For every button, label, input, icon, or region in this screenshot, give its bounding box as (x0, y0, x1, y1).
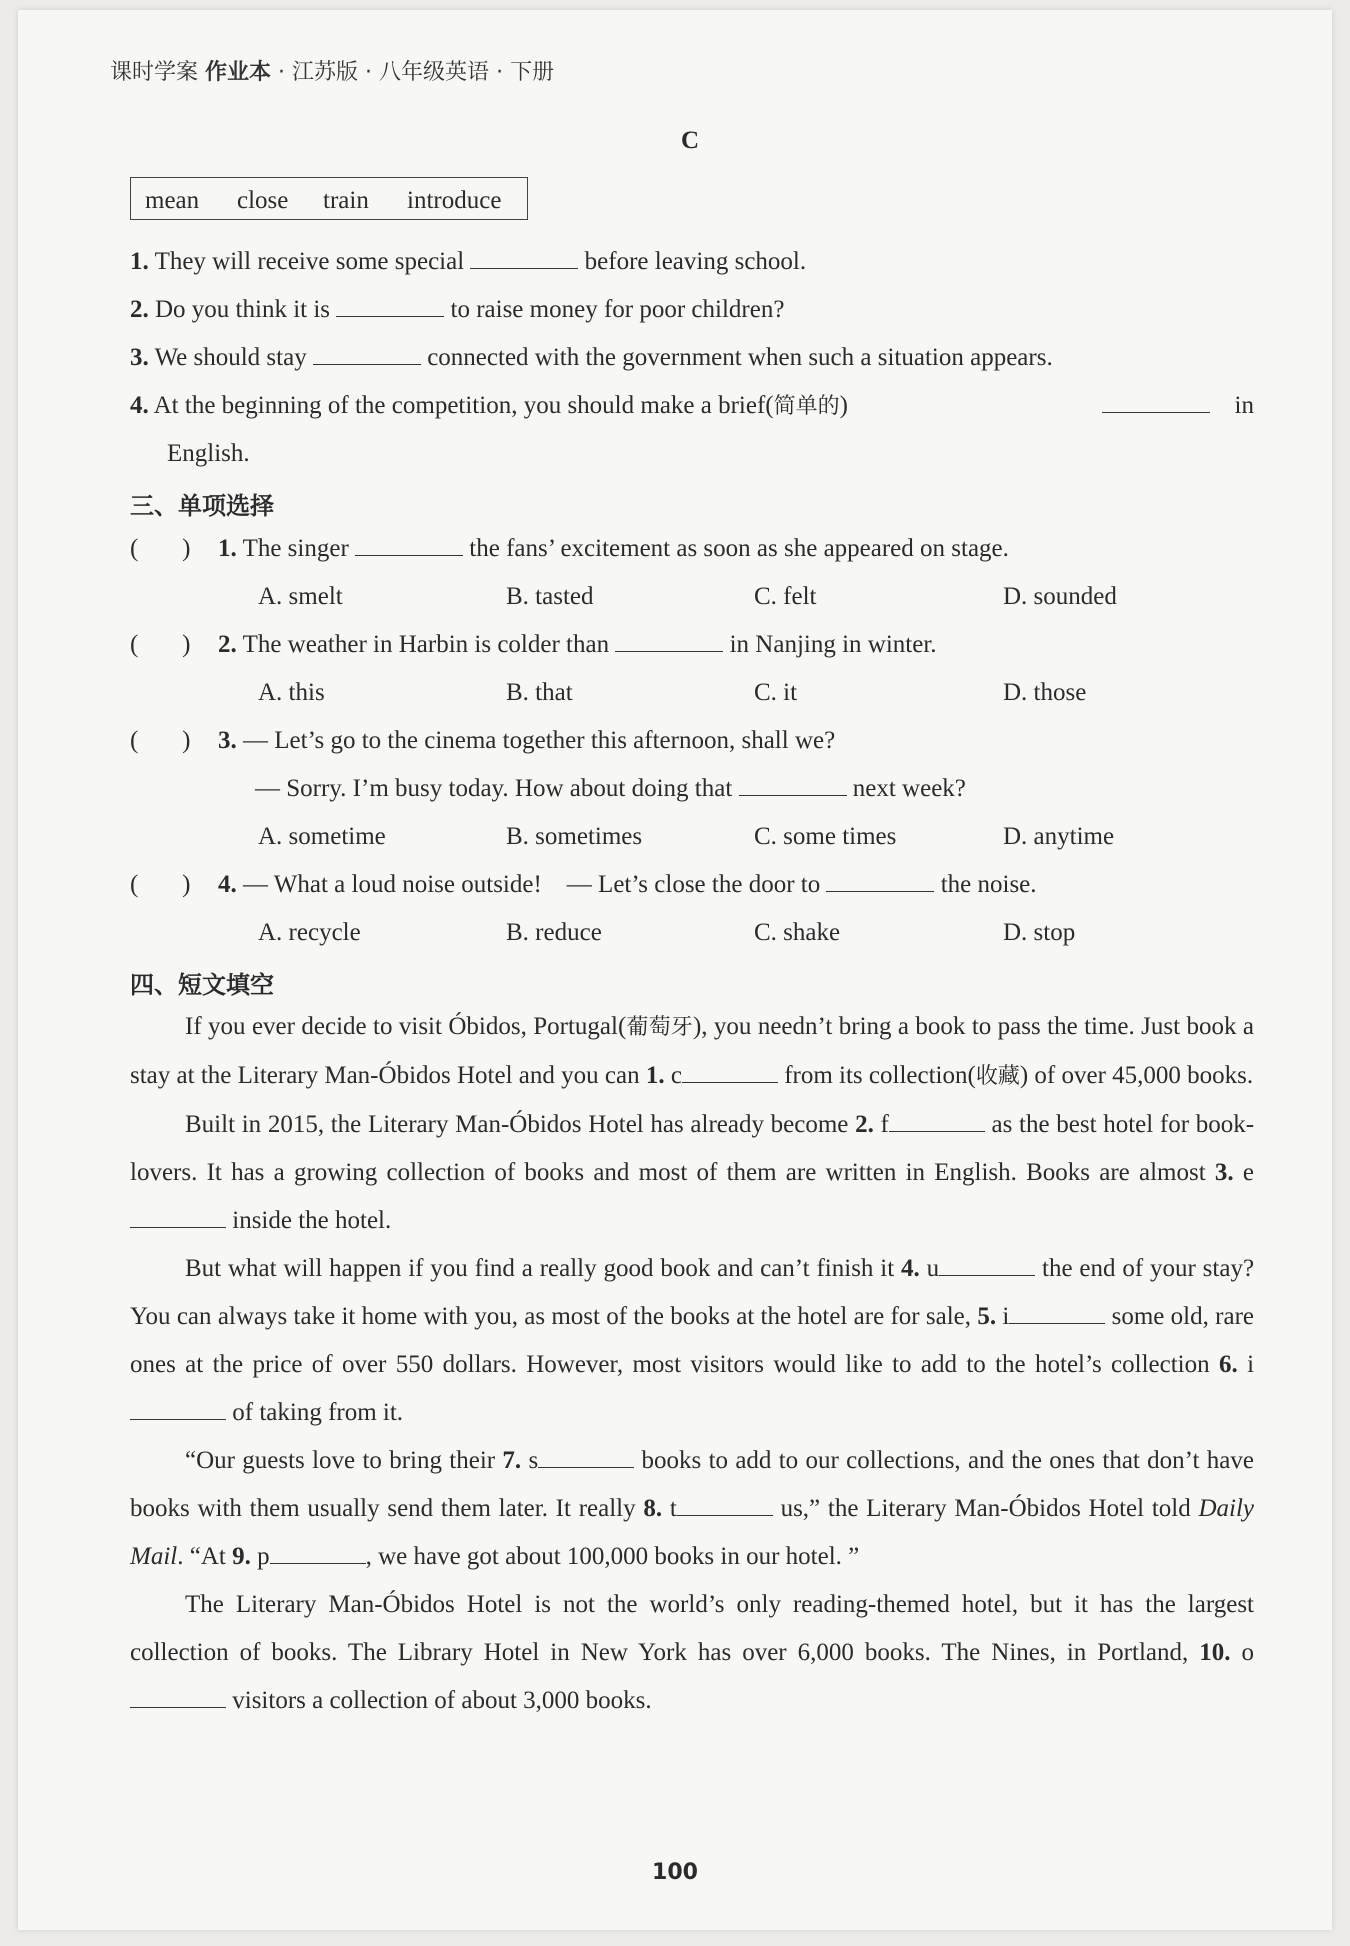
choice-bracket[interactable]: ( ) (130, 727, 191, 754)
item-text: connected with the government when such a situation appears. (427, 344, 1053, 371)
passage-text: the end of your stay? You can always take it home with you, as most of the books at the hotel are for sale, (130, 1255, 1255, 1330)
choice-bracket[interactable]: ( ) (130, 535, 191, 562)
passage-text: , we have got about 100,000 books in our hotel. ” (365, 1543, 860, 1570)
first-letter-hint: t (669, 1495, 677, 1522)
item-text: At the beginning of the competition, you should make a brief( (153, 392, 774, 419)
answer-blank[interactable] (939, 1274, 1035, 1276)
passage-text: visitors a collection of about 3,000 books. (232, 1687, 652, 1714)
option-c[interactable]: C. felt (754, 583, 817, 610)
passage-text: But what will happen if you find a really good book and can’t finish it (185, 1255, 895, 1282)
answer-blank[interactable] (1102, 411, 1210, 413)
item-text: before leaving school. (584, 248, 807, 275)
answer-blank[interactable] (270, 1562, 366, 1564)
passage-text: some old, rare ones at the price of over 550 dollars. However, most visitors would like to add to the hotel’s collection (130, 1303, 1255, 1378)
blank-number: 1. (645, 1062, 665, 1089)
passage-text: inside the hotel. (232, 1207, 392, 1234)
blank-number: 6. (1218, 1351, 1238, 1378)
first-letter-hint: p (257, 1543, 270, 1570)
answer-blank[interactable] (615, 650, 723, 652)
blank-number: 3. (1214, 1159, 1234, 1186)
answer-blank[interactable] (355, 554, 463, 556)
blank-number: 10. (1199, 1639, 1231, 1666)
chinese-gloss: 葡萄牙 (626, 1015, 693, 1040)
option-a[interactable]: A. this (258, 679, 325, 706)
passage-text: from its collection( (784, 1062, 976, 1089)
answer-blank[interactable] (1009, 1322, 1105, 1324)
fill-item-2 (130, 297, 784, 322)
option-b[interactable]: B. that (506, 679, 573, 706)
option-b[interactable]: B. sometimes (506, 823, 643, 850)
option-b[interactable]: B. reduce (506, 919, 602, 946)
item-number: 1. (130, 248, 149, 275)
answer-blank[interactable] (682, 1081, 778, 1083)
item-text: the fans’ excitement as soon as she appeared on stage. (469, 535, 1009, 562)
chinese-gloss: 简单的 (773, 394, 840, 419)
blank-number: 4. (901, 1255, 920, 1282)
item-number: 2. (218, 631, 237, 658)
section-c-label: C (681, 127, 700, 154)
header-series: 课时学案 (110, 60, 199, 85)
newspaper-title: Daily Mail (130, 1495, 1255, 1570)
choice-question-4 (218, 872, 1037, 897)
answer-blank[interactable] (677, 1514, 773, 1516)
choice-question-1 (218, 536, 1009, 561)
item-text: — Sorry. I’m busy today. How about doing that (255, 775, 733, 802)
passage-paragraph-4 (130, 1437, 1254, 1581)
option-a[interactable]: A. recycle (258, 919, 361, 946)
passage-text: of taking from it. (232, 1399, 404, 1426)
item-text: ) (839, 392, 848, 419)
item-text: The singer (242, 535, 349, 562)
passage-text: ), you needn’t bring a book to pass the time. Just book a stay at the Literary Man-Óbidos Hotel and you can (130, 1013, 1255, 1089)
item-number: 2. (130, 296, 149, 323)
running-header: 课时学案 作业本 · 江苏版 · 八年级英语 · 下册 (110, 60, 555, 85)
option-b[interactable]: B. tasted (506, 583, 594, 610)
choice-bracket[interactable]: ( ) (130, 631, 191, 658)
passage-text: books to add to our collections, and the ones that don’t have books with them usually send them later. It really (130, 1447, 1254, 1522)
passage-text: as the best hotel for book-lovers. It has a growing collection of books and most of them are written in English. Books are almost (130, 1111, 1255, 1186)
chinese-gloss: 收藏 (975, 1064, 1020, 1089)
section-title: 三、单项选择 (130, 492, 274, 520)
passage-text: If you ever decide to visit Óbidos, Portugal( (185, 1013, 627, 1040)
fill-item-4-continued: English. (167, 440, 250, 467)
passage-text: Built in 2015, the Literary Man-Óbidos Hotel has already become (185, 1111, 849, 1138)
blank-number: 7. (502, 1447, 522, 1474)
passage-text: us,” the Literary Man-Óbidos Hotel told (780, 1495, 1191, 1522)
word-bank-word: train (323, 187, 369, 214)
answer-blank[interactable] (336, 315, 444, 317)
item-text: in (1234, 392, 1254, 419)
option-d[interactable]: D. sounded (1003, 583, 1117, 610)
option-a[interactable]: A. smelt (258, 583, 343, 610)
first-letter-hint: i (1247, 1351, 1255, 1378)
item-number: 4. (130, 392, 149, 419)
passage-paragraph-1 (130, 1003, 1254, 1101)
answer-blank[interactable] (889, 1130, 985, 1132)
passage (130, 1003, 1254, 1725)
choice-question-3-reply (255, 776, 966, 801)
first-letter-hint: u (926, 1255, 940, 1282)
answer-blank[interactable] (130, 1418, 226, 1420)
choice-question-3 (218, 728, 835, 753)
page-number: 100 (652, 1860, 698, 1885)
option-c[interactable]: C. shake (754, 919, 841, 946)
answer-blank[interactable] (470, 267, 578, 269)
header-edition: 江苏版 (292, 60, 359, 85)
passage-text: “Our guests love to bring their (185, 1447, 496, 1474)
first-letter-hint: c (670, 1062, 682, 1089)
answer-blank[interactable] (130, 1706, 226, 1708)
fill-item-3 (130, 345, 1053, 370)
fill-item-1 (130, 249, 806, 274)
option-d[interactable]: D. stop (1003, 919, 1076, 946)
choice-question-2 (218, 632, 937, 657)
header-volume: 下册 (510, 60, 555, 85)
first-letter-hint: f (880, 1111, 889, 1138)
item-text: — What a loud noise outside! — Let’s close the door to (243, 871, 821, 898)
first-letter-hint: s (528, 1447, 539, 1474)
answer-blank[interactable] (826, 890, 934, 892)
section-title: 四、短文填空 (130, 971, 274, 999)
passage-paragraph-2 (130, 1101, 1254, 1245)
item-text: Do you think it is (155, 296, 331, 323)
item-number: 3. (130, 344, 149, 371)
header-grade: 八年级英语 (379, 60, 490, 85)
word-bank-box (130, 177, 528, 220)
item-number: 3. (218, 727, 237, 754)
word-bank-word: introduce (407, 187, 502, 214)
item-text: in Nanjing in winter. (729, 631, 937, 658)
header-book: 作业本 (205, 60, 272, 85)
option-d[interactable]: D. those (1003, 679, 1087, 706)
item-text: They will receive some special (154, 248, 465, 275)
first-letter-hint: e (1242, 1159, 1254, 1186)
passage-text: ) of over 45,000 books. (1019, 1062, 1254, 1089)
item-text: — Let’s go to the cinema together this afternoon, shall we? (243, 727, 836, 754)
blank-number: 2. (855, 1111, 874, 1138)
item-number: 4. (218, 871, 237, 898)
choice-bracket[interactable]: ( ) (130, 871, 191, 898)
answer-blank[interactable] (739, 794, 847, 796)
answer-blank[interactable] (538, 1466, 634, 1468)
passage-text: The Literary Man-Óbidos Hotel is not the world’s only reading-themed hotel, but it has the largest collection of books. The Library Hotel in New York has over 6,000 books. The Nines, in Portland, (130, 1591, 1254, 1666)
option-c[interactable]: C. it (754, 679, 798, 706)
first-letter-hint: o (1241, 1639, 1254, 1666)
item-text: the noise. (940, 871, 1037, 898)
option-d[interactable]: D. anytime (1003, 823, 1115, 850)
option-c[interactable]: C. some times (754, 823, 897, 850)
item-text: The weather in Harbin is colder than (242, 631, 610, 658)
option-a[interactable]: A. sometime (258, 823, 386, 850)
word-bank-word: close (237, 187, 289, 214)
blank-number: 5. (977, 1303, 997, 1330)
item-number: 1. (218, 535, 237, 562)
item-text: to raise money for poor children? (450, 296, 785, 323)
passage-paragraph-5 (130, 1581, 1254, 1725)
blank-number: 8. (643, 1495, 663, 1522)
fill-item-4 (130, 393, 1254, 418)
word-bank-word: mean (145, 187, 200, 214)
blank-number: 9. (232, 1543, 251, 1570)
answer-blank[interactable] (313, 363, 421, 365)
item-text: next week? (852, 775, 966, 802)
first-letter-hint: i (1002, 1303, 1010, 1330)
passage-paragraph-3 (130, 1245, 1254, 1437)
passage-text: . “At (177, 1543, 226, 1570)
item-text: We should stay (154, 344, 307, 371)
answer-blank[interactable] (130, 1226, 226, 1228)
